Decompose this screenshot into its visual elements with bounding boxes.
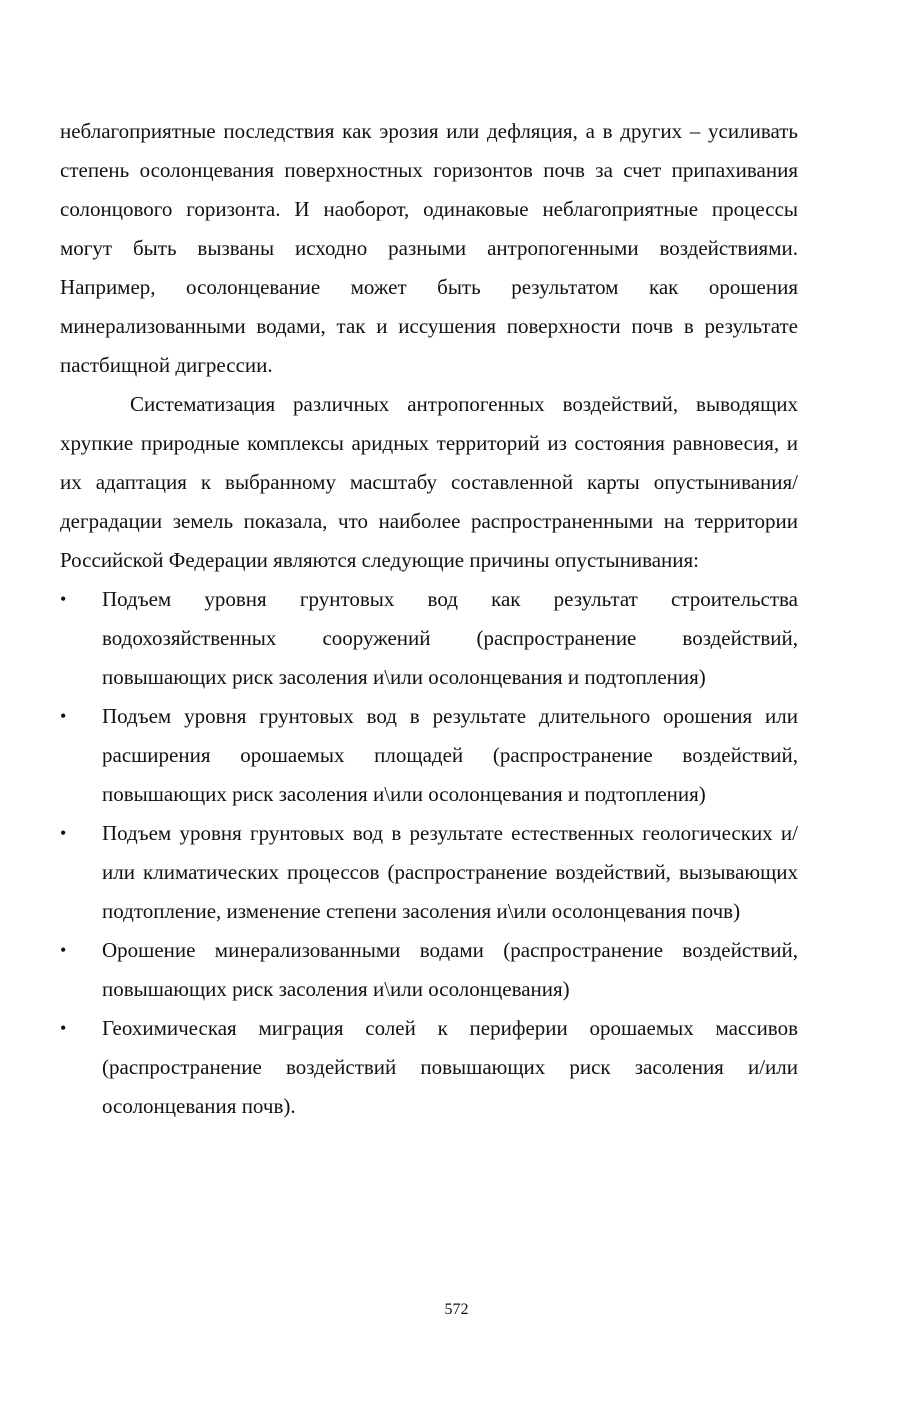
bullet-icon: • — [60, 940, 67, 960]
list-item-text: Подъем уровня грунтовых вод в результате естественных геологических и/или климатических процессов (распространение воздействий, вызывающих подтопление, изменение степени засоления и\или осолонцевания почв) — [102, 821, 798, 923]
desertification-causes-list — [60, 580, 798, 1126]
paragraph-continuation: неблагоприятные последствия как эрозия или дефляция, а в других – усиливать степень осолонцевания поверхностных горизонтов почв за счет припахивания солонцового горизонта. И наоборот, одинаковые неблагоприятные процессы могут быть вызваны исходно разными антропогенными воздействиями. Например, осолонцевание может быть результатом как орошения минерализованными водами, так и иссушения поверхности почв в результате пастбищной дигрессии. — [60, 119, 798, 377]
bullet-icon: • — [60, 823, 67, 843]
list-item-text: Геохимическая миграция солей к периферии орошаемых массивов (распространение воздействий повышающих риск засоления и/или осолонцевания почв). — [102, 1016, 798, 1118]
page-number: 572 — [444, 1301, 469, 1318]
paragraph-systematization: Систематизация различных антропогенных воздействий, выводящих хрупкие природные комплексы аридных территорий из состояния равновесия, и их адаптация к выбранному масштабу составленной карты опустынивания/деградации земель показала, что наиболее распространенными на территории Российской Федерации являются следующие причины опустынивания: — [60, 392, 798, 572]
bullet-icon: • — [60, 706, 67, 726]
list-item-text: Подъем уровня грунтовых вод в результате длительного орошения или расширения орошаемых площадей (распространение воздействий, повышающих риск засоления и\или осолонцевания и подтопления) — [102, 704, 798, 806]
body-text — [60, 112, 798, 1126]
list-item — [60, 580, 798, 697]
list-item-text: Подъем уровня грунтовых вод как результат строительства водохозяйственных сооружений (распространение воздействий, повышающих риск засоления и\или осолонцевания и подтопления) — [102, 587, 798, 689]
list-item-text: Орошение минерализованными водами (распространение воздействий, повышающих риск засоления и\или осолонцевания) — [102, 938, 798, 1001]
list-item — [60, 814, 798, 931]
bullet-icon: • — [60, 589, 67, 609]
list-item — [60, 1009, 798, 1126]
list-item — [60, 697, 798, 814]
bullet-icon: • — [60, 1018, 67, 1038]
list-item — [60, 931, 798, 1009]
